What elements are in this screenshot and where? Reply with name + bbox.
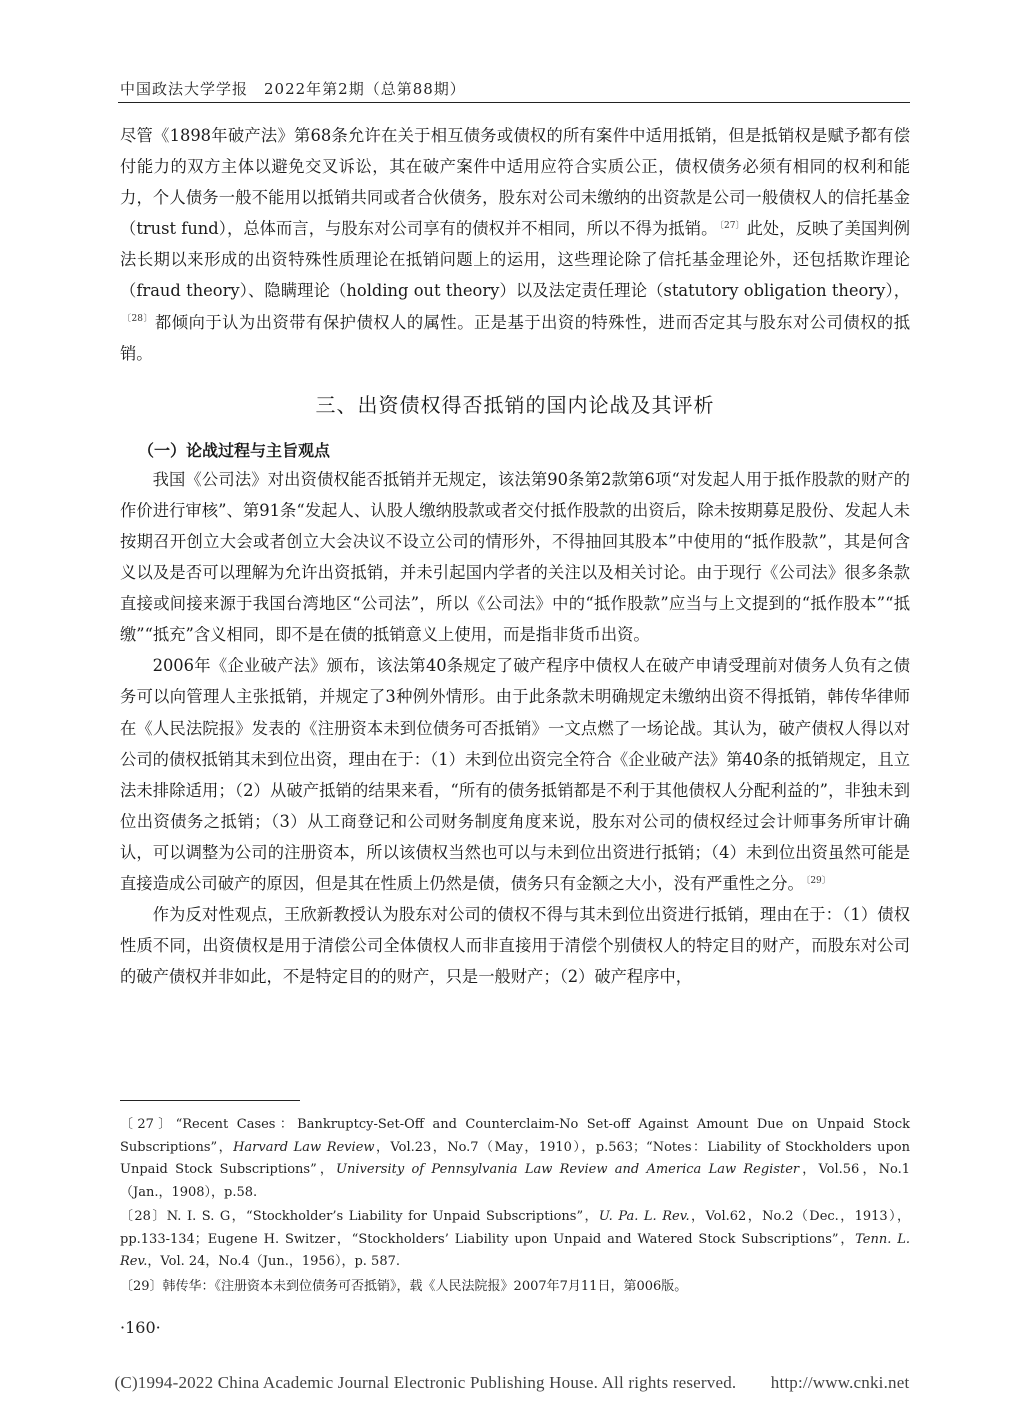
- paragraph-1-part1: 尽管《1898年破产法》第68条允许在关于相互债务或债权的所有案件中适用抵销，但是抵销权是赋予都有偿付能力的双方主体以避免交叉诉讼，其在破产案件中适用应符合实质公正，债权债务必须有相同的权利和能力，个人债务一般不能用以抵销共同或者合伙债务，股东对公司未缴纳的出资款是公司一般债权人的信托基金（trust fund），总体而言，与股东对公司享有的债权并不相同，所以不得为抵销。: [120, 126, 910, 239]
- footnote-27: [120, 1114, 910, 1204]
- copyright-footer: (C)1994-2022 China Academic Journal Electronic Publishing House. All rights reserved. http://www.cnki.net: [114, 1373, 910, 1392]
- paragraph-3: [120, 650, 910, 899]
- footnote-divider: [120, 1100, 300, 1101]
- footnote-27-text-3: ，Vol.56，No.1（Jan.，1908），p.58.: [120, 1162, 910, 1200]
- journal-header: 中国政法大学学报 2022年第2期（总第88期）: [120, 80, 466, 98]
- paragraph-1-part3: 都倾向于认为出资带有保护债权人的属性。正是基于出资的特殊性，进而否定其与股东对公司债权的抵销。: [120, 312, 910, 363]
- footnote-ref-28[interactable]: 〔28〕: [122, 314, 153, 325]
- page-number: ·160·: [120, 1318, 161, 1337]
- header-divider: [118, 102, 910, 103]
- footnote-28-text: 〔28〕N. I. S. G，“Stockholder’s Liability for Unpaid Subscriptions”，: [120, 1209, 599, 1224]
- footnote-ref-27[interactable]: 〔27〕: [719, 220, 745, 231]
- footnotes: [120, 1114, 910, 1300]
- paragraph-2: 我国《公司法》对出资债权能否抵销并无规定，该法第90条第2款第6项“对发起人用于抵作股款的财产的作价进行审核”、第91条“发起人、认股人缴纳股款或者交付抵作股款的出资后，除未按期募足股份、发起人未按期召开创立大会或者创立大会决议不设立公司的情形外，不得抽回其股本”中使用的“抵作股款”，其是何含义以及是否可以理解为允许出资抵销，并未引起国内学者的关注以及相关讨论。由于现行《公司法》很多条款直接或间接来源于我国台湾地区“公司法”，所以《公司法》中的“抵作股款”应当与上文提到的“抵作股本”“抵缴”“抵充”含义相同，即不是在债的抵销意义上使用，而是指非货币出资。: [120, 469, 910, 645]
- footnote-28: [120, 1206, 910, 1274]
- article-body: [120, 120, 910, 992]
- footnote-28-text-3: ，Vol. 24，No.4（Jun.，1956），p. 587.: [147, 1254, 400, 1269]
- footnote-ref-29[interactable]: 〔29〕: [805, 875, 831, 886]
- paragraph-1-part2: 此处，反映了美国判例法长期以来形成的出资特殊性质理论在抵销问题上的运用，这些理论除了信托基金理论外，还包括欺诈理论（fraud theory）、隐瞒理论（holding out theory）以及法定责任理论（statutory obligation theory），: [120, 219, 910, 301]
- footnote-28-journal: U. Pa. L. Rev.: [598, 1209, 690, 1224]
- section-heading: 三、出资债权得否抵销的国内论战及其评析: [315, 392, 715, 417]
- footnote-28-journal-2: Tenn. L. Rev.: [120, 1231, 910, 1269]
- paragraph-4: 作为反对性观点，王欣新教授认为股东对公司的债权不得与其未到位出资进行抵销，理由在于：（1）债权性质不同，出资债权是用于清偿公司全体债权人而非直接用于清偿个别债权人的特定目的财产，而股东对公司的破产债权并非如此，不是特定目的的财产，只是一般财产；（2）破产程序中，: [120, 905, 910, 987]
- footnote-28-text-2: ，Vol.62，No.2（Dec.，1913），pp.133-134；Eugene H. Switzer，“Stockholders’ Liability upon Unpaid and Watered Stock Subscriptions”，: [120, 1209, 911, 1247]
- footnote-27-text-2: ，Vol.23，No.7（May，1910），p.563；“Notes：Liability of Stockholders upon Unpaid Stock Subscriptions”，: [120, 1139, 910, 1177]
- paragraph-1: [120, 120, 910, 369]
- footnote-27-journal-2: University of Pennsylvania Law Review and America Law Register: [336, 1162, 800, 1177]
- footnote-27-text: 〔27〕“Recent Cases：Bankruptcy-Set-Off and Counterclaim-No Set-off Against Amount Due on Unpaid Stock Subscriptions”，: [120, 1117, 910, 1155]
- paragraph-3-text: 2006年《企业破产法》颁布，该法第40条规定了破产程序中债权人在破产申请受理前对债务人负有之债务可以向管理人主张抵销，并规定了3种例外情形。由于此条款未明确规定未缴纳出资不得抵销，韩传华律师在《人民法院报》发表的《注册资本未到位债务可否抵销》一文点燃了一场论战。其认为，破产债权人得以对公司的债权抵销其未到位出资，理由在于：（1）未到位出资完全符合《企业破产法》第40条的抵销规定，且立法未排除适用；（2）从破产抵销的结果来看，“所有的债务抵销都是不利于其他债权人分配利益的”，非独未到位出资债务之抵销；（3）从工商登记和公司财务制度角度来说，股东对公司的债权经过会计师事务所审计确认，可以调整为公司的注册资本，所以该债权当然也可以与未到位出资进行抵销；（4）未到位出资虽然可能是直接造成公司破产的原因，但是其在性质上仍然是债，债务只有金额之大小，没有严重性之分。: [120, 656, 910, 893]
- footnote-27-journal: Harvard Law Review: [233, 1139, 375, 1155]
- subsection-heading: （一）论战过程与主旨观点: [138, 440, 331, 460]
- footnote-29: 〔29〕韩传华：《注册资本未到位债务可否抵销》，载《人民法院报》2007年7月11日，第006版。: [120, 1278, 688, 1294]
